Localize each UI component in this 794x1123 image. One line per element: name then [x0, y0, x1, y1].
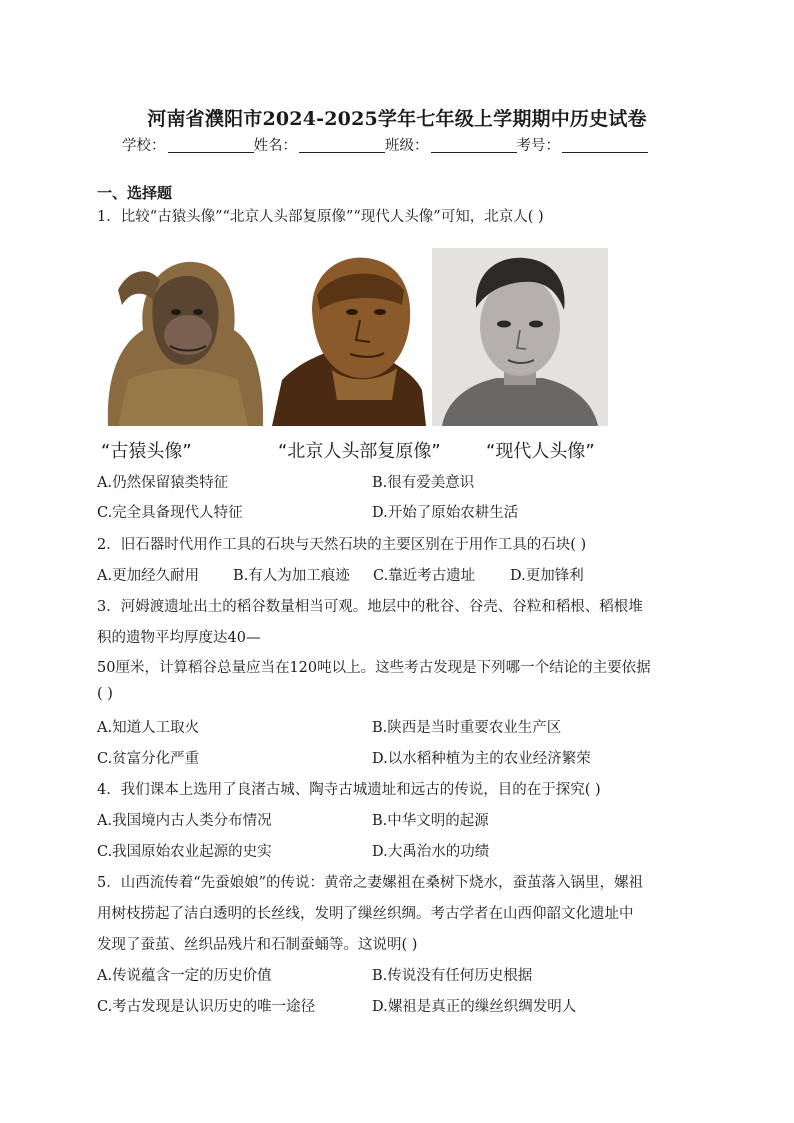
q5-option-c[interactable]: C.考古发现是认识历史的唯一途径	[97, 999, 316, 1015]
student-info-row	[122, 134, 648, 155]
class-label: 班级：	[385, 138, 429, 154]
section-heading: 一、选择题	[97, 184, 173, 202]
exam-number-blank	[562, 138, 648, 153]
q5-option-a[interactable]: A.传说蕴含一定的历史价值	[97, 968, 272, 984]
q4-option-c[interactable]: C.我国原始农业起源的史实	[97, 844, 272, 860]
modern-human-portrait-image	[432, 248, 608, 426]
q5-option-b[interactable]: B.传说没有任何历史根据	[372, 968, 533, 984]
q1-option-a[interactable]: A.仍然保留猿类特征	[97, 475, 229, 491]
question-5-line-1: 5．山西流传着“先蚕娘娘”的传说：黄帝之妻嫘祖在桑树下烧水，蚕茧落入锅里，嫘祖	[97, 875, 644, 891]
question-3-line-1: 3．河姆渡遗址出土的稻谷数量相当可观。地层中的秕谷、谷壳、谷粒和稻根、稻根堆	[97, 599, 643, 615]
name-blank	[299, 138, 385, 153]
name-field	[254, 134, 386, 155]
ape-head-image	[98, 250, 266, 426]
exam-number-field	[517, 134, 649, 155]
question-5-line-3: 发现了蚕茧、丝织品残片和石制蚕蛹等。这说明( )	[97, 937, 418, 953]
q2-option-a[interactable]: A.更加经久耐用	[97, 568, 200, 584]
question-3-line-2: 积的遗物平均厚度达40—	[97, 630, 261, 646]
q5-option-d[interactable]: D.嫘祖是真正的缫丝织绸发明人	[372, 999, 577, 1015]
page-title: 河南省濮阳市2024-2025学年七年级上学期期中历史试卷	[147, 108, 647, 130]
q3-option-d[interactable]: D.以水稻种植为主的农业经济繁荣	[372, 751, 591, 767]
school-field	[122, 134, 254, 155]
q4-option-a[interactable]: A.我国境内古人类分布情况	[97, 813, 272, 829]
exam-number-label: 考号：	[516, 138, 560, 154]
question-2-text: 2．旧石器时代用作工具的石块与天然石块的主要区别在于用作工具的石块( )	[97, 537, 587, 553]
q4-option-d[interactable]: D.大禹治水的功绩	[372, 844, 490, 860]
caption-ape-head: “古猿头像”	[101, 441, 192, 462]
q3-option-a[interactable]: A.知道人工取火	[97, 720, 200, 736]
q2-option-c[interactable]: C.靠近考古遗址	[373, 568, 476, 584]
q2-option-d[interactable]: D.更加锋利	[510, 568, 584, 584]
caption-modern-human: “现代人头像”	[486, 441, 595, 462]
q3-option-b[interactable]: B.陕西是当时重要农业生产区	[372, 720, 562, 736]
question-1-text: 1．比较“古猿头像”“北京人头部复原像”“现代人头像”可知，北京人( )	[97, 209, 544, 225]
class-blank	[431, 138, 517, 153]
school-blank	[168, 138, 254, 153]
q1-option-d[interactable]: D.开始了原始农耕生活	[372, 505, 519, 521]
q3-option-c[interactable]: C.贫富分化严重	[97, 751, 200, 767]
school-label: 学校：	[122, 138, 166, 154]
caption-peking-man: “北京人头部复原像”	[278, 441, 441, 462]
question-4-text: 4．我们课本上选用了良渚古城、陶寺古城遗址和远古的传说，目的在于探究( )	[97, 782, 601, 798]
name-label: 姓名：	[253, 138, 297, 154]
question-3-line-4: ( )	[97, 686, 113, 702]
q2-option-b[interactable]: B.有人为加工痕迹	[233, 568, 350, 584]
class-field	[385, 134, 517, 155]
q1-option-c[interactable]: C.完全具备现代人特征	[97, 505, 243, 521]
q4-option-b[interactable]: B.中华文明的起源	[372, 813, 489, 829]
question-5-line-2: 用树枝捞起了洁白透明的长丝线，发明了缫丝织绸。考古学者在山西仰韶文化遗址中	[97, 906, 634, 922]
q1-option-b[interactable]: B.很有爱美意识	[372, 475, 475, 491]
peking-man-bust-image	[272, 250, 426, 426]
question-3-line-3: 50厘米，计算稻谷总量应当在120吨以上。这些考古发现是下列哪一个结论的主要依据	[97, 660, 651, 676]
